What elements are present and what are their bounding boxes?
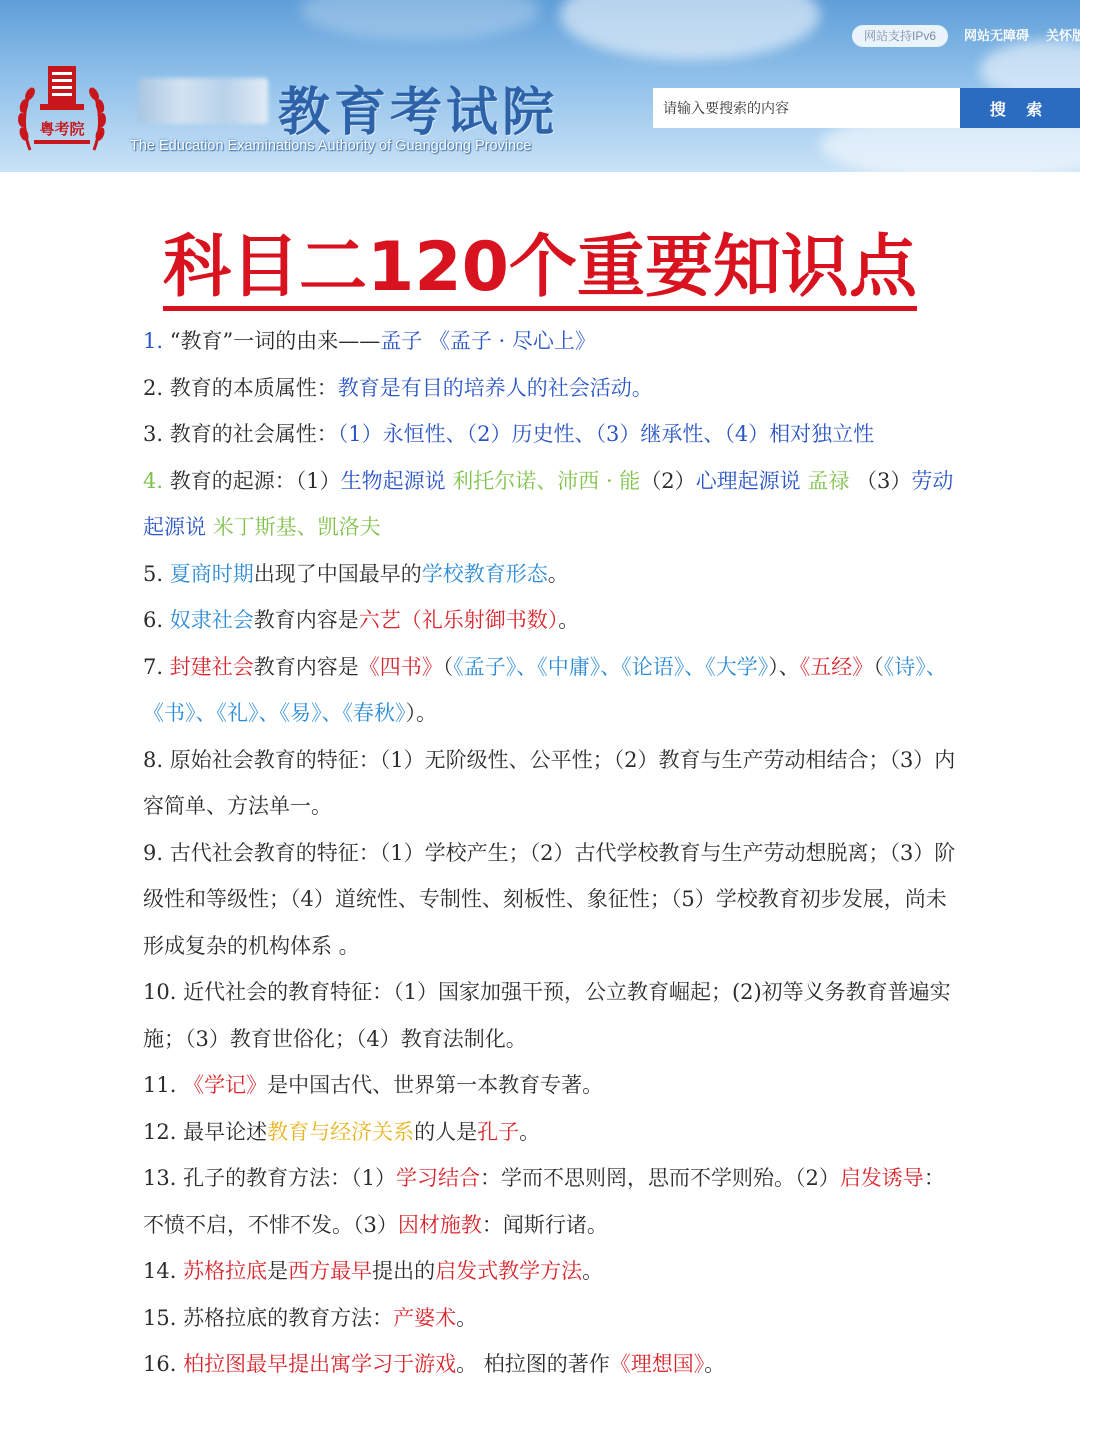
- ipv6-badge[interactable]: 网站支持IPv6: [852, 25, 948, 47]
- item-text: 劳动起源说: [143, 468, 954, 539]
- item-text: 。: [558, 608, 580, 632]
- item-text: ：不愤不启，不悱不发。（3）: [143, 1166, 945, 1237]
- item-text: 孔子的教育方法：（1）: [176, 1166, 396, 1190]
- item-text: 孔子: [477, 1119, 520, 1144]
- item-text: 教育的本质属性：: [163, 375, 338, 400]
- item-text: “教育”一词的由来——: [163, 329, 381, 353]
- item-text: ）。: [405, 701, 437, 725]
- item-text: 的人是: [414, 1119, 478, 1144]
- item-text: 《学记》: [183, 1073, 268, 1097]
- site-name[interactable]: 教育考试院: [278, 82, 559, 143]
- list-item: [143, 737, 958, 830]
- item-text: 夏商时期: [169, 561, 254, 586]
- list-item: [143, 1155, 958, 1248]
- item-text: 《四书》: [358, 654, 443, 679]
- list-item: [143, 1295, 958, 1342]
- item-number: 9.: [143, 840, 164, 865]
- item-text: 。: [547, 561, 569, 586]
- item-number: 6.: [143, 608, 164, 632]
- list-item: [143, 411, 958, 458]
- item-text: 。: [704, 1352, 726, 1376]
- item-text: 利托尔诺、沛西 · 能: [452, 468, 641, 493]
- item-text: 。: [519, 1119, 541, 1144]
- list-item: [143, 1062, 958, 1109]
- item-number: 1.: [143, 329, 164, 353]
- knowledge-list: [143, 318, 958, 1388]
- item-text: 。: [456, 1305, 478, 1330]
- item-text: 出现了中国最早的: [253, 561, 422, 586]
- header-cloud: [560, 0, 820, 60]
- item-number: 14.: [143, 1259, 177, 1283]
- item-text: 孟子 《孟子 · 尽心上》: [380, 329, 596, 353]
- search-input[interactable]: [653, 88, 960, 128]
- site-name-en: The Education Examinations Authority of Guangdong Province: [130, 138, 532, 154]
- item-text: 米丁斯基、凯洛夫: [212, 515, 381, 539]
- item-text: 是: [267, 1259, 289, 1283]
- site-header: [0, 0, 1086, 172]
- item-text: 教育内容是: [253, 608, 359, 632]
- item-text: 生物起源说: [340, 468, 453, 493]
- list-item: [143, 365, 958, 412]
- item-number: 12.: [143, 1119, 177, 1144]
- logo-text: 粤考院: [39, 120, 85, 138]
- item-text: （2）: [640, 468, 696, 493]
- item-text: 产婆术: [393, 1305, 457, 1330]
- item-text: ：闻斯行诸。: [481, 1212, 608, 1237]
- item-text: 《孟子》、《中庸》、《论语》、《大学》: [453, 654, 769, 679]
- item-number: 11.: [143, 1073, 177, 1097]
- item-text: 古代社会教育的特征：（1）学校产生；（2）古代学校教育与生产劳动想脱离；（3）阶级性和等级性；（4）道统性、专制性、刻板性、象征性；（5）学校教育初步发展，尚未形成复杂的机构体系 。: [143, 840, 956, 958]
- item-text: 提出的: [372, 1259, 436, 1283]
- list-item: [143, 1341, 958, 1388]
- item-number: 5.: [143, 561, 164, 586]
- item-text: 封建社会: [169, 654, 254, 679]
- item-text: 启发诱导: [839, 1166, 924, 1190]
- item-text: 学校教育形态: [421, 561, 548, 586]
- item-text: 西方最早: [288, 1259, 373, 1283]
- item-text: 教育的起源：（1）: [163, 468, 341, 493]
- list-item: [143, 830, 958, 970]
- item-number: 7.: [143, 654, 164, 679]
- item-text: 柏拉图最早提出寓学习于游戏: [183, 1352, 457, 1376]
- item-number: 16.: [143, 1352, 177, 1376]
- header-cloud: [300, 0, 540, 40]
- page-title-text: 科目二120个重要知识点: [163, 230, 917, 311]
- item-text: [163, 608, 170, 632]
- item-text: 孟禄: [807, 468, 850, 493]
- exam-authority-logo-icon[interactable]: [14, 58, 110, 166]
- item-text: 近代社会的教育特征：（1）国家加强干预，公立教育崛起；(2)初等义务教育普遍实施；（3）教育世俗化；（4）教育法制化。: [143, 980, 951, 1051]
- item-number: 8.: [143, 747, 164, 772]
- item-text: [163, 562, 170, 586]
- item-text: 学习结合: [395, 1166, 480, 1190]
- item-text: 苏格拉底: [183, 1259, 268, 1283]
- item-text: 教育内容是: [253, 654, 359, 679]
- item-text: 教育与经济关系: [267, 1119, 415, 1144]
- item-number: 10.: [143, 980, 177, 1004]
- item-text: 《诗》、《书》、《礼》、《易》、《春秋》: [143, 654, 947, 725]
- item-text: 教育是有目的培养人的社会活动。: [337, 375, 653, 400]
- item-text: [163, 655, 170, 679]
- page-title: [0, 228, 1080, 311]
- item-text: 教育的社会属性：: [163, 422, 338, 446]
- item-text: 启发式教学方法: [435, 1259, 583, 1283]
- item-text: 最早论述: [176, 1119, 268, 1144]
- item-number: 4.: [143, 468, 164, 493]
- item-text: 原始社会教育的特征：（1）无阶级性、公平性；（2）教育与生产劳动相结合；（3）内容简单、方法单一。: [143, 747, 956, 818]
- list-item: [143, 458, 958, 551]
- list-item: [143, 597, 958, 644]
- item-number: 2.: [143, 375, 164, 400]
- item-text: （: [873, 654, 884, 679]
- item-text: ）、: [768, 654, 800, 679]
- item-text: 。: [582, 1259, 604, 1283]
- item-text: 奴隶社会: [169, 608, 254, 632]
- item-text: 苏格拉底的教育方法：: [176, 1305, 394, 1330]
- list-item: [143, 1109, 958, 1156]
- list-item: [143, 551, 958, 598]
- item-number: 3.: [143, 422, 164, 446]
- blurred-region: [138, 78, 268, 124]
- list-item: [143, 318, 958, 365]
- item-text: （3）: [849, 468, 912, 493]
- item-text: 《五经》: [799, 654, 874, 679]
- item-text: 《理想国》: [609, 1352, 705, 1376]
- item-text: （: [442, 654, 454, 679]
- item-number: 15.: [143, 1305, 177, 1330]
- item-text: （1）永恒性、（2）历史性、（3）继承性、（4）相对独立性: [337, 422, 875, 446]
- item-text: 六艺（礼乐射御书数）: [358, 608, 559, 632]
- list-item: [143, 1248, 958, 1295]
- care-mode-link[interactable]: 关怀版: [1046, 28, 1086, 43]
- list-item: [143, 969, 958, 1062]
- item-text: ：学而不思则罔，思而不学则殆。（2）: [479, 1166, 840, 1190]
- item-number: 13.: [143, 1166, 177, 1190]
- search-button[interactable]: 搜 索: [960, 88, 1080, 128]
- item-text: 。 柏拉图的著作: [456, 1352, 610, 1376]
- list-item: [143, 644, 958, 737]
- item-text: 是中国古代、世界第一本教育专著。: [267, 1073, 604, 1097]
- item-text: 因材施教: [397, 1212, 482, 1237]
- item-text: 心理起源说: [695, 468, 808, 493]
- accessibility-link[interactable]: 网站无障碍: [964, 28, 1030, 43]
